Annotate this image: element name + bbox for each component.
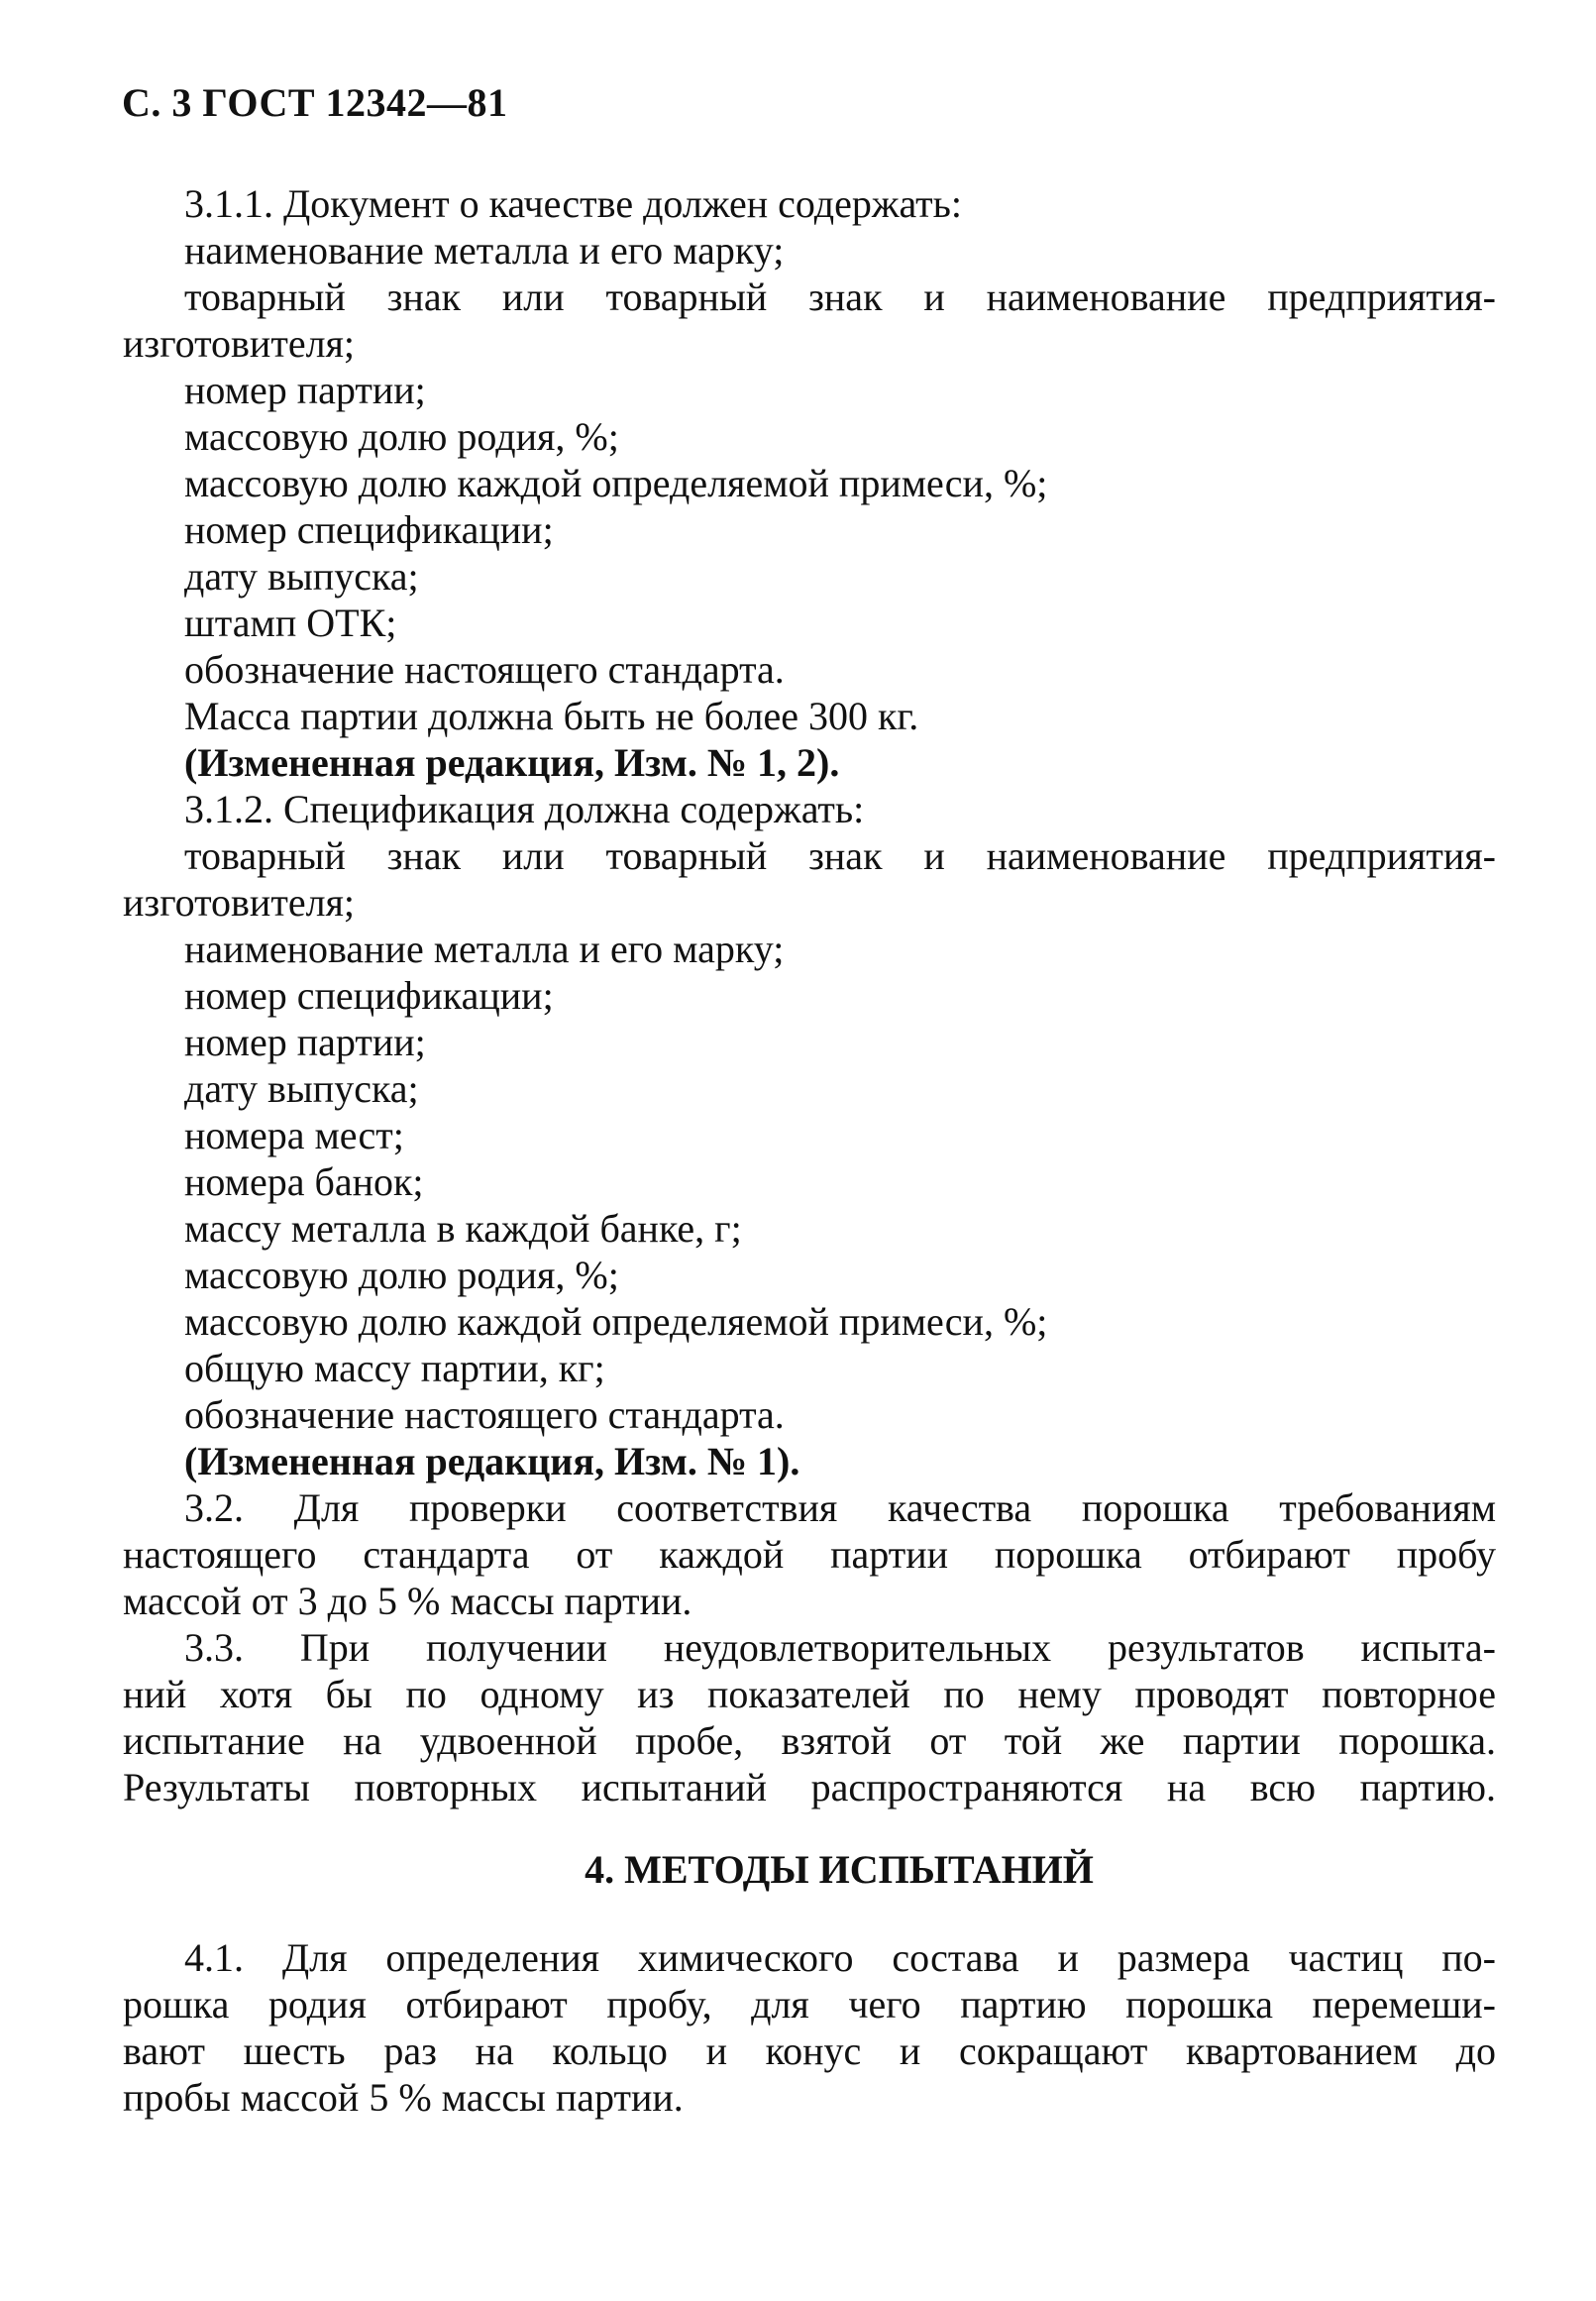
section-3-1-1-title: 3.1.1. Документ о качестве должен содержать: bbox=[184, 181, 963, 226]
paragraph-line: 4.1. Для определения химического состава и размера частиц по- bbox=[184, 1935, 1496, 1980]
list-item-continuation: изготовителя; bbox=[123, 321, 356, 366]
list-item: массовую долю родия, %; bbox=[184, 1253, 619, 1297]
paragraph-line: рошка родия отбирают пробу, для чего партию порошка перемеши- bbox=[123, 1982, 1496, 2027]
list-item: дату выпуска; bbox=[184, 554, 419, 599]
revision-note: (Измененная редакция, Изм. № 1, 2). bbox=[184, 740, 840, 785]
paragraph-line: массой от 3 до 5 % массы партии. bbox=[123, 1579, 692, 1623]
section-heading: 4. МЕТОДЫ ИСПЫТАНИЙ bbox=[585, 1847, 1094, 1892]
list-item: массу металла в каждой банке, г; bbox=[184, 1206, 742, 1251]
list-item: наименование металла и его марку; bbox=[184, 927, 785, 971]
list-item: номер спецификации; bbox=[184, 507, 554, 552]
list-item: товарный знак или товарный знак и наименование предприятия- bbox=[184, 833, 1496, 878]
list-item: наименование металла и его марку; bbox=[184, 228, 785, 273]
mass-limit-note: Масса партии должна быть не более 300 кг. bbox=[184, 694, 919, 738]
list-item: номер спецификации; bbox=[184, 973, 554, 1018]
list-item: дату выпуска; bbox=[184, 1066, 419, 1111]
list-item: штамп ОТК; bbox=[184, 601, 397, 645]
document-body bbox=[123, 180, 1496, 2121]
list-item-continuation: изготовителя; bbox=[123, 880, 356, 925]
list-item: общую массу партии, кг; bbox=[184, 1346, 605, 1390]
paragraph-line: Результаты повторных испытаний распространяются на всю партию. bbox=[123, 1765, 1496, 1809]
list-item: товарный знак или товарный знак и наименование предприятия- bbox=[184, 274, 1496, 319]
paragraph-line: 3.3. При получении неудовлетворительных результатов испыта- bbox=[184, 1625, 1496, 1670]
page-header: С. 3 ГОСТ 12342—81 bbox=[122, 80, 508, 125]
list-item: массовую долю родия, %; bbox=[184, 414, 619, 459]
paragraph-line: пробы массой 5 % массы партии. bbox=[123, 2075, 684, 2120]
list-item: номера мест; bbox=[184, 1113, 404, 1157]
list-item: номер партии; bbox=[184, 368, 426, 412]
list-item: массовую долю каждой определяемой примеси, %; bbox=[184, 1299, 1048, 1344]
paragraph-line: вают шесть раз на кольцо и конус и сокращают квартованием до bbox=[123, 2028, 1496, 2073]
paragraph-line: 3.2. Для проверки соответствия качества порошка требованиям bbox=[184, 1485, 1496, 1530]
section-3-1-2-title: 3.1.2. Спецификация должна содержать: bbox=[184, 787, 865, 831]
paragraph-line: настоящего стандарта от каждой партии порошка отбирают пробу bbox=[123, 1532, 1496, 1577]
list-item: обозначение настоящего стандарта. bbox=[184, 1392, 785, 1437]
paragraph-line: ний хотя бы по одному из показателей по нему проводят повторное bbox=[123, 1672, 1496, 1716]
list-item: массовую долю каждой определяемой примеси, %; bbox=[184, 461, 1048, 505]
list-item: номер партии; bbox=[184, 1020, 426, 1064]
list-item: номера банок; bbox=[184, 1159, 424, 1204]
list-item: обозначение настоящего стандарта. bbox=[184, 647, 785, 692]
paragraph-line: испытание на удвоенной пробе, взятой от той же партии порошка. bbox=[123, 1718, 1496, 1763]
revision-note: (Измененная редакция, Изм. № 1). bbox=[184, 1439, 800, 1483]
